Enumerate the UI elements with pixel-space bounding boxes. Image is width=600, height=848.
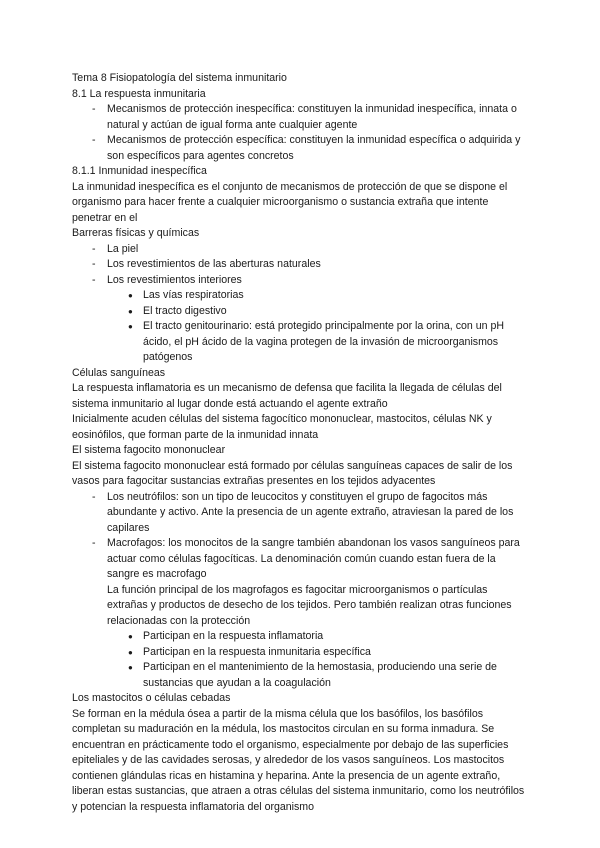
macrofagos-funcion: La función principal de los magrofagos es fagocitar microorganismos o partículas extrañas y productos de desecho de los tejidos. Pero también realizan otras funciones relacionadas con la protección — [107, 583, 512, 627]
list-item: - Mecanismos de protección inespecífica: constituyen la inmunidad inespecífica, innata o natural y actúan de igual forma ante cualquier agente — [72, 102, 528, 133]
subheading-barreras: Barreras físicas y químicas — [72, 227, 200, 239]
list-item: ● El tracto genitourinario: está protegido principalmente por la orina, con un pH ácido, el pH ácido de la vagina protegen de la invasión de microorganismos patógenos — [72, 319, 528, 366]
list-item: ● El tracto digestivo — [72, 304, 528, 320]
list-item: ● Las vías respiratorias — [72, 288, 528, 304]
list-item: - Mecanismos de protección específica: constituyen la inmunidad específica o adquirida y son específicos para agentes concretos — [72, 133, 528, 164]
list-item: ● Participan en la respuesta inflamatoria — [107, 629, 528, 645]
list-item: ● Participan en la respuesta inmunitaria específica — [107, 645, 528, 661]
paragraph: El sistema fagocito mononuclear está formado por células sanguíneas capaces de salir de los vasos para fagocitar sustancias extrañas presentes en los tejidos adyacentes — [72, 459, 513, 487]
list-item: ● Participan en el mantenimiento de la hemostasia, produciendo una serie de sustancias que ayudan a la coagulación — [107, 660, 528, 691]
paragraph: Se forman en la médula ósea a partir de la misma célula que los basófilos, los basófilos completan su maduración en la médula, los mastocitos circulan en su forma inmadura. Se encuentran en prácticamente todo el organismo, especialmente por debajo de las superficies epiteliales y de las cavidades serosas, y alrededor de los vasos sanguíneos. Los mastocitos contienen glándulas ricas en histamina y heparina. Ante la presencia de un agente extraño, liberan estas sustancias, que atraen a otras células del sistema inmunitario, como los neutrófilos y potencian la respuesta inflamatoria del organismo — [72, 707, 525, 813]
barreras-list — [72, 242, 528, 289]
section-heading-8-1: 8.1 La respuesta inmunitaria — [72, 87, 206, 100]
subheading-fagocito: El sistema fagocito mononuclear — [72, 444, 226, 456]
paragraph: La inmunidad inespecífica es el conjunto de mecanismos de protección de que se dispone el organismo para hacer frente a cualquier microorganismo o sustancia extraña que intente penetrar en el — [72, 180, 508, 224]
funciones-list — [107, 629, 528, 691]
list-item: - Los revestimientos de las aberturas naturales — [72, 257, 528, 273]
protection-list — [72, 102, 528, 164]
interiores-list — [72, 288, 528, 366]
list-item — [72, 536, 528, 691]
document-title: Tema 8 Fisiopatología del sistema inmunitario — [72, 72, 287, 84]
paragraph: Inicialmente acuden células del sistema fagocítico mononuclear, mastocitos, células NK y eosinófilos, que forman parte de la inmunidad innata — [72, 413, 492, 441]
list-item: - La piel — [72, 242, 528, 258]
list-item: - Los neutrófilos: son un tipo de leucocitos y constituyen el grupo de fagocitos más abundante y activo. Ante la presencia de un agente extraño, atraviesan la pared de los capilares — [72, 490, 528, 537]
subheading-celulas: Células sanguíneas — [72, 366, 166, 379]
paragraph: La respuesta inflamatoria es un mecanismo de defensa que facilita la llegada de células del sistema inmunitario al lugar donde está actuando el agente extraño — [72, 382, 502, 410]
section-heading-8-1-1: 8.1.1 Inmunidad inespecífica — [72, 165, 207, 177]
macrofagos-text: - Macrofagos: los monocitos de la sangre también abandonan los vasos sanguíneos para actuar como células fagocíticas. La denominación común cuando estan fuera de la sangre es macrofago — [107, 537, 520, 580]
subheading-mastocitos: Los mastocitos o células cebadas — [72, 692, 231, 704]
list-item: - Los revestimientos interiores — [72, 273, 528, 289]
document-page — [72, 71, 528, 815]
fagocito-list — [72, 490, 528, 692]
